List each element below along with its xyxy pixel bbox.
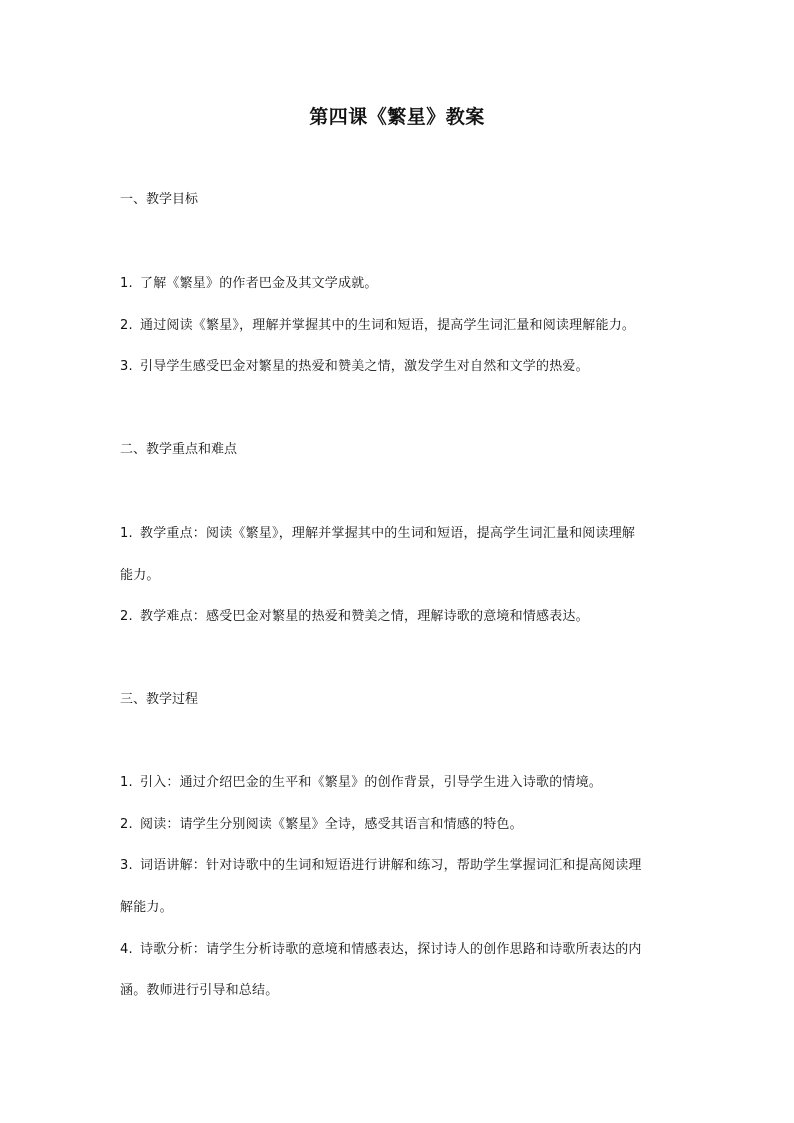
list-item-continuation: 解能力。 [120,900,173,915]
item-number: 2. [120,609,133,624]
page-title: 第四课《繁星》教案 [309,106,485,128]
item-text: 引导学生感受巴金对繁星的热爱和赞美之情，激发学生对自然和文学的热爱。 [140,359,589,374]
item-text: 诗歌分析：请学生分析诗歌的意境和情感表达，探讨诗人的创作思路和诗歌所表达的内 [140,942,642,957]
list-item [120,774,602,792]
list-item-continuation: 涵。教师进行引导和总结。 [120,983,279,998]
list-item [120,358,589,376]
item-number: 3. [120,359,133,374]
item-number: 2. [120,817,133,832]
item-number: 1. [120,526,133,541]
section-heading-objectives: 一、教学目标 [120,192,199,207]
item-text: 词语讲解：针对诗歌中的生词和短语进行讲解和练习，帮助学生掌握词汇和提高阅读理 [140,858,642,873]
item-number: 2. [120,318,133,333]
item-text: 教学难点：感受巴金对繁星的热爱和赞美之情，理解诗歌的意境和情感表达。 [140,609,589,624]
item-text: 了解《繁星》的作者巴金及其文学成就。 [140,276,378,291]
item-text: 引入：通过介绍巴金的生平和《繁星》的创作背景，引导学生进入诗歌的情境。 [140,775,603,790]
section-heading-process: 三、教学过程 [120,692,199,707]
item-number: 3. [120,858,133,873]
item-text: 阅读：请学生分别阅读《繁星》全诗，感受其语言和情感的特色。 [140,817,523,832]
item-text: 通过阅读《繁星》，理解并掌握其中的生词和短语，提高学生词汇量和阅读理解能力。 [140,318,636,333]
list-item [120,857,642,875]
item-text: 教学重点：阅读《繁星》，理解并掌握其中的生词和短语，提高学生词汇量和阅读理解 [140,526,636,541]
list-item-continuation: 能力。 [120,568,160,583]
list-item [120,816,523,834]
list-item [120,275,378,293]
item-number: 1. [120,775,133,790]
list-item [120,317,635,335]
list-item [120,608,589,626]
section-heading-key-points: 二、教学重点和难点 [120,442,238,457]
list-item [120,525,635,543]
item-number: 1. [120,276,133,291]
item-number: 4. [120,942,133,957]
list-item [120,941,642,959]
